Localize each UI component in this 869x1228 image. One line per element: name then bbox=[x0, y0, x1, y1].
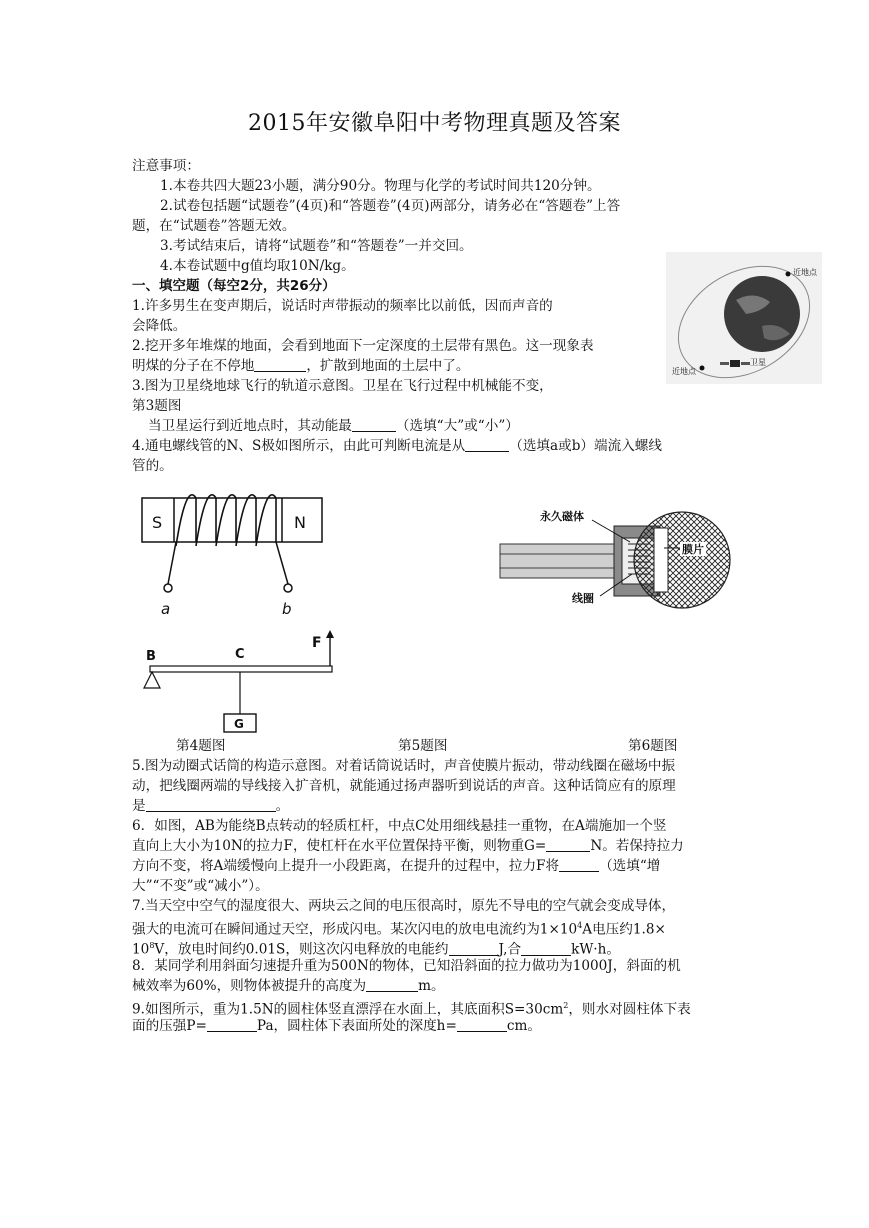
q7-line-1: 7.当天空中空气的湿度很大、两块云之间的电压很高时，原先不导电的空气就会变成导体， bbox=[132, 898, 676, 914]
q4-line-2: 管的。 bbox=[132, 458, 173, 474]
q4-text-b: （选填a或b）端流入螺线 bbox=[509, 438, 662, 454]
q4-text-a: 4.通电螺线管的N、S极如图所示，由此可判断电流是从 bbox=[132, 438, 466, 454]
q9-text-b: ，则水对圆柱体下表 bbox=[568, 1001, 691, 1018]
notice-item-2-cont: 题，在“试题卷”答题无效。 bbox=[132, 218, 296, 234]
q2-line-1: 2.挖开多年堆煤的地面，会看到地面下一定深度的土层带有黑色。这一现象表 bbox=[132, 338, 594, 354]
mic-handle bbox=[500, 544, 620, 578]
q6-answer-blank-1[interactable] bbox=[546, 837, 590, 852]
fig6-b-label: B bbox=[146, 649, 156, 664]
fig6-g-label: G bbox=[234, 717, 244, 731]
q8-text-b: m。 bbox=[418, 978, 445, 994]
q8-text-a: 械效率为60%，则物体被提升的高度为 bbox=[132, 978, 367, 994]
fig6-f-label: F bbox=[312, 635, 322, 651]
q2-line-2 bbox=[132, 356, 469, 376]
q5-text-b: 。 bbox=[275, 798, 290, 814]
q7-exponent-2: 8 bbox=[149, 941, 155, 950]
q2-answer-blank[interactable] bbox=[254, 357, 306, 372]
q3-answer-blank[interactable] bbox=[352, 417, 396, 432]
page-title: 2015年安徽阜阳中考物理真题及答案 bbox=[248, 111, 621, 136]
notice-item-2: 2.试卷包括题“试题卷”(4页)和“答题卷”(4页)两部分，请务必在“答题卷”上答 bbox=[160, 198, 621, 214]
perigee-label: 近地点 bbox=[672, 367, 696, 376]
earth-icon bbox=[724, 276, 800, 352]
q6-text-b: N。若保持拉力 bbox=[590, 838, 684, 854]
q5-line-3 bbox=[132, 796, 289, 816]
q7-text-a: 强大的电流可在瞬间通过天空，形成闪电。某次闪电的放电电流约为1×10 bbox=[132, 921, 578, 938]
notice-item-3: 3.考试结束后，请将“试题卷”和“答题卷”一并交回。 bbox=[160, 238, 473, 254]
q6-text-d: （选填“增 bbox=[599, 858, 661, 874]
satellite-orbit-figure bbox=[666, 252, 822, 384]
fig4-caption: 第4题图 bbox=[176, 738, 226, 754]
q6-answer-blank-2[interactable] bbox=[559, 857, 599, 872]
q2-text-b: ，扩散到地面的土层中了。 bbox=[306, 358, 470, 374]
apogee-point-icon bbox=[786, 272, 791, 277]
notice-item-1: 1.本卷共四大题23小题，满分90分。物理与化学的考试时间共120分钟。 bbox=[160, 178, 601, 194]
q6-line-2 bbox=[132, 836, 684, 856]
fig6-lever bbox=[140, 630, 350, 738]
q7-answer-blank-2[interactable] bbox=[521, 941, 571, 956]
fig5-microphone bbox=[496, 498, 736, 616]
q1-line-2: 会降低。 bbox=[132, 318, 187, 334]
q7-text-f: kW·h。 bbox=[571, 941, 620, 958]
q5-text-a: 是 bbox=[132, 798, 146, 814]
q5-line-1: 5.图为动圈式话筒的构造示意图。对着话筒说话时，声音使膜片振动，带动线圈在磁场中振 bbox=[132, 758, 676, 774]
q7-text-c: 10 bbox=[132, 941, 150, 958]
q6-line-4: 大”“不变”或“减小”）。 bbox=[132, 878, 269, 894]
satellite-label: 卫星 bbox=[750, 358, 766, 367]
q9-text-d: Pa，圆柱体下表面所处的深度h= bbox=[256, 1018, 457, 1034]
terminal-b-icon bbox=[284, 584, 292, 592]
q7-answer-blank-1[interactable] bbox=[449, 941, 499, 956]
perigee-point-icon bbox=[700, 366, 705, 371]
fig4-s-pole: S bbox=[152, 513, 163, 532]
fig5-membrane-label: 膜片 bbox=[682, 543, 704, 556]
fig4-b-label: b bbox=[282, 600, 292, 618]
q2-text-a: 明煤的分子在不停地 bbox=[132, 358, 255, 374]
fig6-c-label: C bbox=[235, 647, 245, 662]
q3-line-1: 3.图为卫星绕地球飞行的轨道示意图。卫星在飞行过程中机械能不变， bbox=[132, 378, 553, 394]
q6-line-1: 6．如图，AB为能绕B点转动的轻质杠杆，中点C处用细线悬挂一重物，在A端施加一个竖 bbox=[132, 818, 667, 834]
diaphragm bbox=[654, 528, 668, 592]
mic-grille bbox=[634, 512, 730, 608]
q5-line-2: 动，把线圈两端的导线接入扩音机，就能通过扬声器听到说话的声音。这种话筒应有的原理 bbox=[132, 778, 676, 794]
fig6-caption: 第6题图 bbox=[628, 738, 678, 754]
section-heading: 一、填空题（每空2分，共26分） bbox=[132, 278, 336, 294]
q6-text-a: 直向上大小为10N的拉力F，使杠杆在水平位置保持平衡，则物重G= bbox=[132, 838, 547, 854]
pivot-icon bbox=[144, 672, 160, 688]
q7-exponent-1: 4 bbox=[577, 921, 583, 930]
q9-exponent: 2 bbox=[563, 1001, 569, 1010]
q9-answer-blank-2[interactable] bbox=[457, 1017, 507, 1032]
notice-item-4: 4.本卷试题中g值均取10N/kg。 bbox=[160, 258, 355, 274]
q7-text-e: J,合 bbox=[498, 941, 522, 958]
q9-line-2 bbox=[132, 1016, 541, 1036]
lever-bar bbox=[150, 666, 332, 672]
q9-answer-blank-1[interactable] bbox=[207, 1017, 257, 1032]
q5-answer-blank[interactable] bbox=[146, 797, 276, 812]
q4-line-1 bbox=[132, 436, 662, 456]
q9-text-e: cm。 bbox=[506, 1018, 541, 1034]
fig5-caption: 第5题图 bbox=[398, 738, 448, 754]
fig4-a-label: a bbox=[161, 600, 171, 618]
q9-text-c: 面的压强P= bbox=[132, 1018, 207, 1034]
q6-text-c: 方向不变，将A端缓慢向上提升一小段距离，在提升的过程中，拉力F将 bbox=[132, 858, 560, 874]
q7-text-b: A电压约1.8× bbox=[582, 921, 666, 938]
q6-line-3 bbox=[132, 856, 660, 876]
q4-answer-blank[interactable] bbox=[465, 437, 509, 452]
q3-text-b: （选填“大”或“小”） bbox=[395, 418, 519, 434]
q3-line-3 bbox=[148, 416, 519, 436]
q7-text-d: V，放电时间约0.01S，则这次闪电释放的电能约 bbox=[154, 941, 449, 958]
q9-text-a: 9.如图所示，重为1.5N的圆柱体竖直漂浮在水面上，其底面积S=30cm bbox=[132, 1001, 564, 1018]
q8-line-2 bbox=[132, 976, 445, 996]
notice-heading: 注意事项： bbox=[132, 158, 200, 174]
fig4-solenoid bbox=[132, 492, 332, 622]
apogee-label: 近地点 bbox=[793, 268, 817, 277]
q8-answer-blank[interactable] bbox=[366, 977, 418, 992]
q3-text-a: 当卫星运行到近地点时，其动能最 bbox=[148, 418, 352, 434]
q1-line-1: 1.许多男生在变声期后，说话时声带振动的频率比以前低，因而声音的 bbox=[132, 298, 553, 314]
fig5-magnet-label: 永久磁体 bbox=[540, 510, 584, 523]
force-arrow-icon bbox=[326, 630, 334, 638]
q3-figure-caption: 第3题图 bbox=[132, 398, 182, 414]
fig4-n-pole: N bbox=[294, 513, 306, 532]
q8-line-1: 8．某同学利用斜面匀速提升重为500N的物体，已知沿斜面的拉力做功为1000J，斜面的机 bbox=[132, 958, 681, 974]
fig5-coil-label: 线圈 bbox=[572, 592, 594, 605]
terminal-a-icon bbox=[164, 584, 172, 592]
